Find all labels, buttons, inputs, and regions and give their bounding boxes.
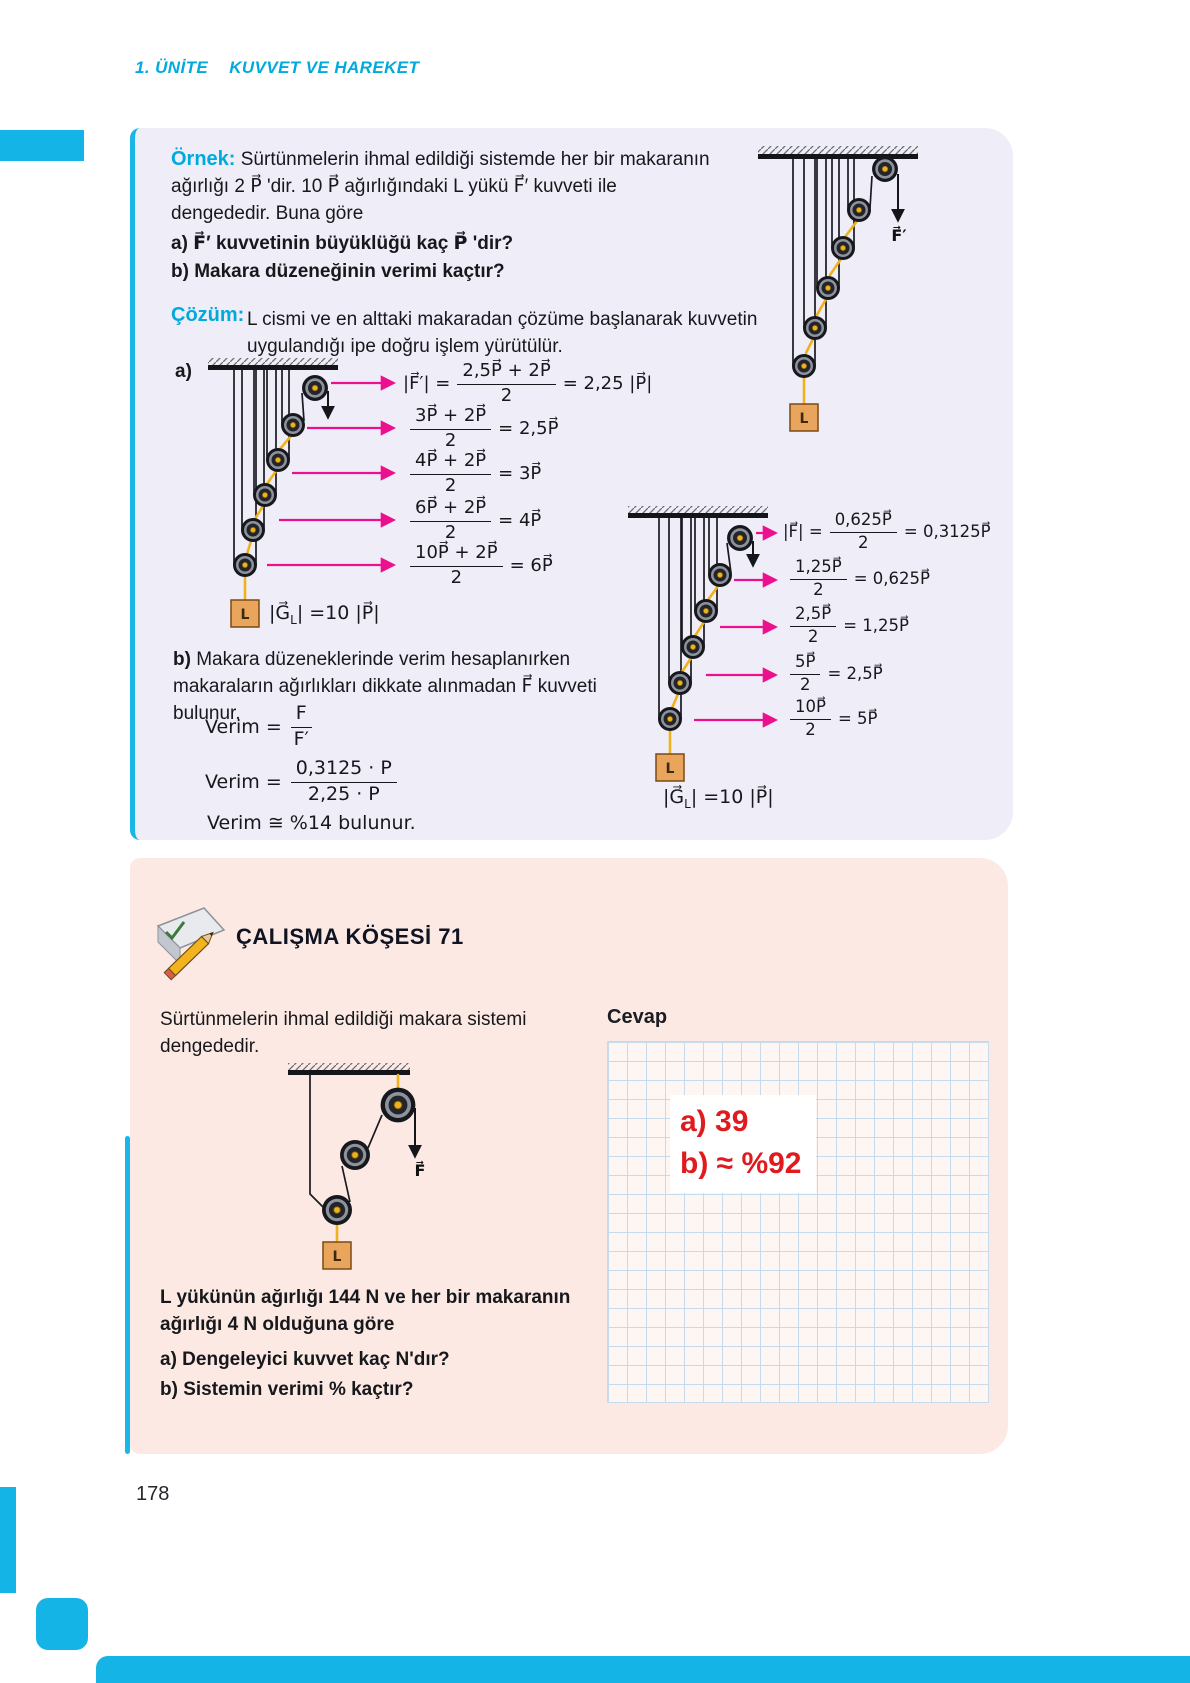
equation-b-3: $\frac{2,5P⃗}{2}$ = 1,25P⃗	[783, 605, 909, 647]
verim-equation-2: Verim = $\frac{0,3125 \cdot P}{2,25 \cdot P}$	[205, 758, 397, 806]
gl-equation-left: $|G⃗_L| =10$ |P⃗|	[269, 602, 380, 627]
load-label: L	[240, 607, 250, 623]
cyan-edge-tab-bottom	[0, 1487, 16, 1593]
load-label: L	[799, 411, 809, 427]
equation-a-3: $\frac{4P⃗ + 2P⃗}{2}$ = 3P⃗	[403, 451, 541, 496]
ornek-label: Örnek:	[171, 148, 236, 170]
cyan-edge-tab-top	[0, 130, 84, 161]
load-label: L	[665, 761, 675, 777]
equation-b-1: |F⃗| = $\frac{0,625P⃗}{2}$ = 0,3125P⃗	[783, 510, 991, 552]
load-label: L	[332, 1249, 342, 1265]
part-a-label: a)	[175, 361, 192, 382]
answer-b: b) ≈ %92	[680, 1147, 802, 1180]
solution-b-pulley-diagram	[620, 501, 785, 821]
part-b-paragraph: b) Makara düzeneklerinde verim hesaplanırken makaraların ağırlıkları dikkate alınmadan F⃗ kuvveti bulunur.	[173, 649, 597, 724]
unit-label: 1. ÜNİTE	[135, 58, 209, 77]
cozum-text: L cismi ve en alttaki makaradan çözüme başlanarak kuvvetin uygulandığı ipe doğru işlem yürütülür.	[247, 309, 758, 357]
worksheet-pulley-diagram	[280, 1058, 455, 1283]
equation-b-2: $\frac{1,25P⃗}{2}$ = 0,625P⃗	[783, 558, 930, 600]
worksheet-box	[130, 858, 1008, 1454]
worksheet-intro: Sürtünmelerin ihmal edildiği makara sistemi dengededir.	[160, 1009, 527, 1057]
cozum-label: Çözüm:	[171, 304, 245, 326]
example-box	[130, 128, 1013, 840]
page-number: 178	[136, 1483, 170, 1505]
worksheet-left-accent	[125, 1136, 130, 1454]
worksheet-question-a: a) Dengeleyici kuvvet kaç N'dır?	[160, 1349, 450, 1370]
page-header	[135, 58, 419, 78]
worksheet-question-b: b) Sistemin verimi % kaçtır?	[160, 1379, 414, 1400]
solution-a-pulley-diagram	[195, 355, 400, 640]
force-f-label: F⃗	[414, 1161, 426, 1180]
answer-a: a) 39	[680, 1105, 749, 1138]
equation-a-5: $\frac{10P⃗ + 2P⃗}{2}$ = 6P⃗	[403, 543, 553, 588]
problem-pulley-diagram	[733, 142, 933, 452]
force-f-prime-label: F⃗′	[891, 226, 907, 245]
verim-result: Verim ≅ %14 bulunur.	[207, 812, 416, 834]
worksheet-title: ÇALIŞMA KÖŞESİ 71	[236, 924, 464, 949]
example-question-b: b) Makara düzeneğinin verimi kaçtır?	[171, 261, 505, 282]
cevap-label: Cevap	[607, 1006, 668, 1028]
equation-b-4: $\frac{5P⃗}{2}$ = 2,5P⃗	[783, 653, 883, 695]
worksheet-answers	[670, 1095, 816, 1193]
gl-equation-right: $|G⃗_L| =10$ |P⃗|	[663, 786, 774, 811]
equation-b-5: $\frac{10P⃗}{2}$ = 5P⃗	[783, 698, 877, 740]
cyan-corner-square	[36, 1598, 88, 1650]
unit-title: KUVVET VE HAREKET	[229, 58, 420, 77]
example-question-a: a) F⃗′ kuvvetinin büyüklüğü kaç P⃗ 'dir?	[171, 233, 514, 254]
cyan-bottom-bar	[96, 1656, 1190, 1683]
example-intro-text: Sürtünmelerin ihmal edildiği sistemde her bir makaranın ağırlığı 2 P⃗ 'dir. 10 P⃗ ağırlığındaki L yükü F⃗′ kuvveti ile dengededir. Buna göre	[171, 149, 710, 224]
equation-a-4: $\frac{6P⃗ + 2P⃗}{2}$ = 4P⃗	[403, 498, 541, 543]
equation-a-1: |F⃗′| = $\frac{2,5P⃗ + 2P⃗}{2}$ = 2,25 |P⃗|	[403, 360, 653, 406]
verim-equation-1: Verim = $\frac{F}{F'}$	[205, 703, 312, 751]
fixed-pulley	[872, 156, 898, 182]
equation-a-2: $\frac{3P⃗ + 2P⃗}{2}$ = 2,5P⃗	[403, 406, 558, 451]
notepad-pencil-icon	[150, 898, 234, 982]
example-intro	[171, 146, 719, 227]
worksheet-footer: L yükünün ağırlığı 144 N ve her bir makaranın ağırlığı 4 N olduğuna göre	[160, 1287, 571, 1335]
